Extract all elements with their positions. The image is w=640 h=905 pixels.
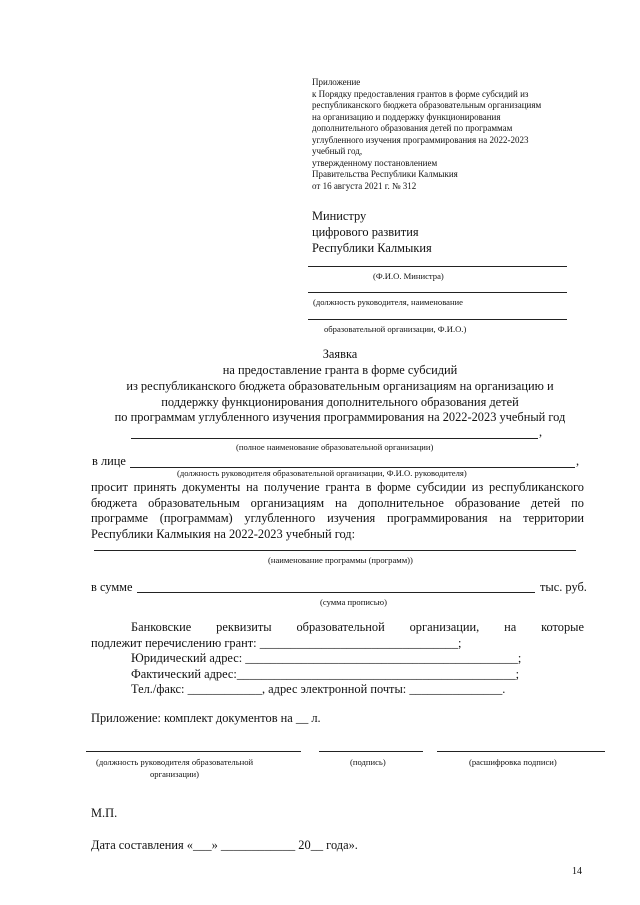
title-line: на предоставление гранта в форме субсидий: [222, 363, 458, 377]
request-line: Республики Калмыкия на 2022-2023 учебный год:: [91, 526, 356, 541]
sum-unit: тыс. руб.: [540, 580, 587, 594]
bank-line: подлежит перечислению грант: ________________________________;: [91, 635, 462, 650]
punctuation: ,: [576, 454, 580, 468]
appendix-line: утвержденному постановлением: [312, 157, 438, 168]
head-position-field: [308, 292, 567, 293]
title-line: из республиканского бюджета образовательным организациям на организацию и: [126, 379, 554, 393]
bank-word: организации,: [409, 620, 480, 634]
head-caption: (должность руководителя, наименование: [313, 297, 463, 307]
sum-caption: (сумма прописью): [320, 597, 387, 607]
bank-word: реквизиты: [216, 620, 272, 634]
sum-field[interactable]: [137, 592, 535, 593]
position-caption: (должность руководителя образовательной: [96, 757, 254, 767]
title-heading: Заявка: [322, 347, 358, 361]
addressee-line: Министру: [312, 209, 367, 223]
position-signature-field[interactable]: [86, 751, 301, 752]
program-name-field[interactable]: [94, 550, 576, 551]
actual-address: Фактический адрес:_____________________________________________;: [131, 666, 520, 681]
signature-caption: (подпись): [350, 757, 386, 767]
sum-label: в сумме: [91, 580, 133, 594]
page-number: 14: [572, 866, 582, 877]
program-caption: (наименование программы (программ)): [268, 555, 413, 565]
signature-field[interactable]: [319, 751, 423, 752]
minister-caption: (Ф.И.О. Министра): [373, 271, 444, 281]
representative-caption: (должность руководителя образовательной организации, Ф.И.О. руководителя): [177, 468, 467, 478]
addressee-line: Республики Калмыкия: [312, 241, 432, 255]
position-caption: организации): [150, 768, 199, 779]
request-line: просит принять документы на получение гранта в форме субсидии из республиканского: [91, 480, 584, 494]
bank-line: [131, 620, 584, 636]
appendix-line: Правительства Республики Калмыкия: [312, 169, 458, 179]
date-line: Дата составления «___» ____________ 20__ года».: [91, 838, 358, 852]
organization-caption: (полное наименование образовательной организации): [236, 442, 434, 452]
head-name-field: [308, 319, 567, 320]
appendix-line: на организацию и поддержку функционирования: [312, 111, 501, 122]
addressee-line: цифрового развития: [312, 225, 419, 239]
request-line: программе (программам) углубленного изучения программирования на территории: [91, 511, 584, 525]
legal-address: Юридический адрес: ____________________________________________;: [131, 651, 522, 665]
attachment-line: Приложение: комплект документов на __ л.: [91, 711, 321, 725]
appendix-line: республиканского бюджета образовательным организациям: [312, 100, 542, 110]
title-line: поддержку функционирования дополнительного образования детей: [161, 394, 519, 409]
stamp-place: М.П.: [91, 806, 118, 820]
bank-word: которые: [541, 620, 584, 634]
appendix-line: к Порядку предоставления грантов в форме субсидий из: [312, 88, 529, 99]
appendix-line: дополнительного образования детей по программам: [312, 123, 513, 133]
appendix-line: Приложение: [312, 77, 361, 87]
bank-word: образовательной: [296, 620, 385, 634]
name-decode-field[interactable]: [437, 751, 605, 752]
bank-word: Банковские: [131, 620, 192, 634]
organization-name-field[interactable]: [131, 438, 538, 439]
bank-word: на: [504, 620, 517, 634]
appendix-line: учебный год,: [312, 146, 363, 156]
punctuation: ,: [539, 425, 543, 439]
appendix-line: углубленного изучения программирования на 2022-2023: [312, 134, 529, 145]
minister-name-field: [308, 266, 567, 267]
phone-email: Тел./факс: ____________, адрес электронной почты: _______________.: [131, 682, 506, 696]
appendix-line: от 16 августа 2021 г. № 312: [312, 180, 417, 191]
represented-label: в лице: [92, 454, 126, 468]
head-caption: образовательной организации, Ф.И.О.): [324, 324, 467, 334]
title-line: по программам углубленного изучения программирования на 2022-2023 учебный год: [114, 410, 566, 424]
request-line: бюджета образовательным организациям на дополнительное образование детей по: [91, 495, 584, 510]
decode-caption: (расшифровка подписи): [469, 757, 557, 767]
